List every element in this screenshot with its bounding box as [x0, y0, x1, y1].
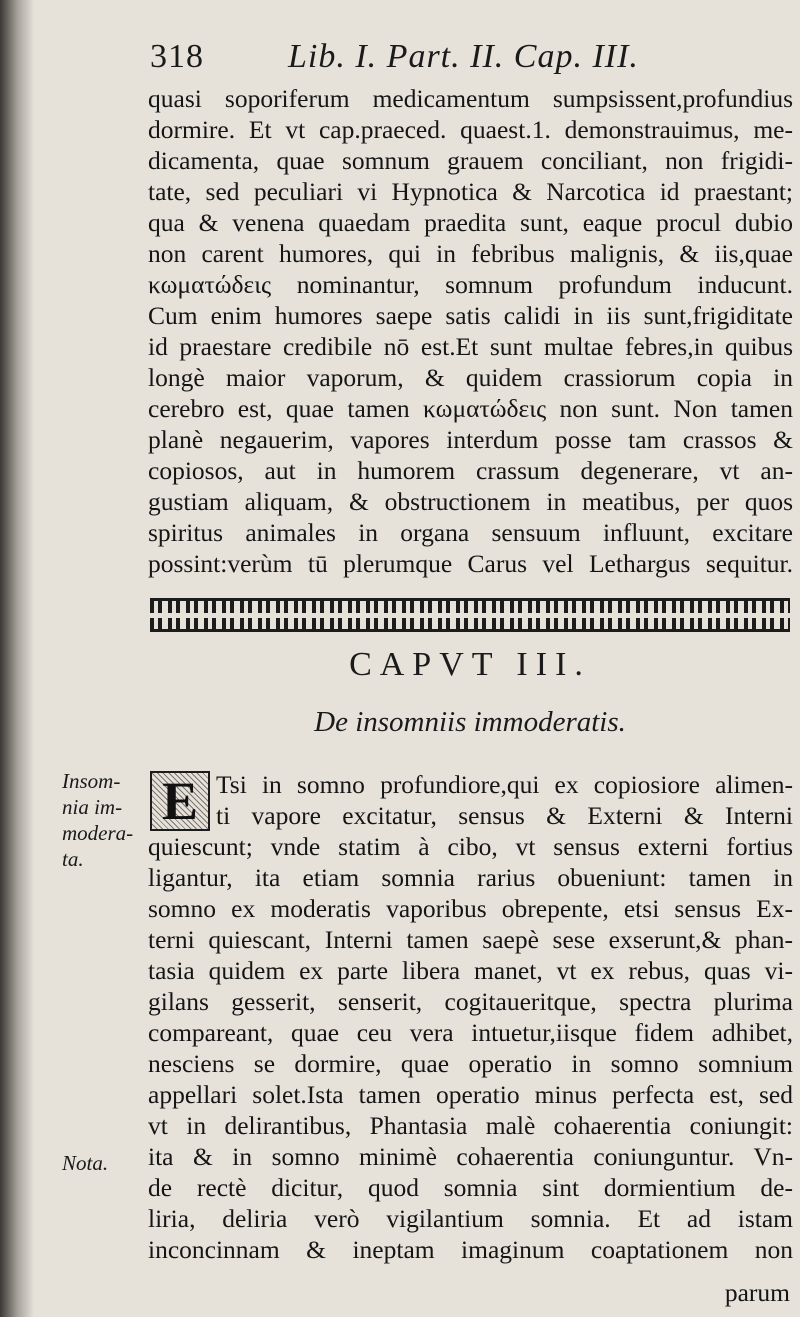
margin-note-nota: Nota.: [62, 1151, 109, 1175]
text-line: dicamenta, quae somnum grauem conciliant, non frigidi-: [148, 146, 793, 175]
text-line: ita & in somno minimè cohaerentia coniunguntur. Vn-: [148, 1142, 793, 1171]
text-line: spiritus animales in organa sensuum influunt, excitare: [148, 518, 793, 547]
text-line: dormire. Et vt cap.praeced. quaest.1. demonstrauimus, me-: [148, 115, 793, 144]
page-gutter-shadow: [0, 0, 34, 1317]
ornamental-band: [150, 598, 790, 632]
text-line: non carent humores, qui in febribus malignis, & iis,quae: [148, 239, 793, 268]
text-line: vt in delirantibus, Phantasia malè cohaerentia coniungit:: [148, 1111, 793, 1140]
text-line: gustiam aliquam, & obstructionem in meatibus, per quos: [148, 487, 793, 516]
page-header: [150, 38, 790, 78]
text-line: quiescunt; vnde statim à cibo, vt sensus externi fortius: [148, 832, 793, 861]
text-line: somno ex moderatis vaporibus obrepente, etsi sensus Ex-: [148, 894, 793, 923]
text-line: gilans gesserit, senserit, cogitaueritque, spectra plurima: [148, 987, 793, 1016]
text-line: possint:verùm tū plerumque Carus vel Lethargus sequitur.: [148, 549, 793, 578]
catchword: parum: [724, 1278, 790, 1307]
text-line: liria, deliria verò vigilantium somnia. Et ad istam: [148, 1204, 793, 1233]
text-line: ti vapore excitatur, sensus & Externi & Interni: [216, 801, 793, 830]
text-line: planè negauerim, vapores interdum posse tam crassos &: [148, 425, 793, 454]
text-line: quasi soporiferum medicamentum sumpsissent,profundius: [148, 84, 793, 113]
chapter-heading: CAPVT III.: [349, 646, 591, 683]
text-line: tasia quidem ex parte libera manet, vt ex rebus, quas vi-: [148, 956, 793, 985]
chapter-subtitle: De insomniis immoderatis.: [314, 706, 626, 738]
text-line: Cum enim humores saepe satis calidi in iis sunt,frigiditate: [148, 301, 793, 330]
text-line: longè maior vaporum, & quidem crassiorum copia in: [148, 363, 793, 392]
margin-note-line: modera-: [62, 821, 134, 845]
page-number: 318: [150, 38, 204, 75]
text-line: κωματώδεις nominantur, somnum profundum inducunt.: [148, 270, 793, 299]
text-line: tate, sed peculiari vi Hypnotica & Narcotica id praestant;: [148, 177, 793, 206]
text-line: nesciens se dormire, quae operatio in somno somnium: [148, 1049, 793, 1078]
margin-note-insomnia: [62, 768, 144, 872]
text-line: appellari solet.Ista tamen operatio minus perfecta est, sed: [148, 1080, 793, 1109]
margin-note-line: Insom-: [62, 769, 121, 793]
text-line: Tsi in somno profundiore,qui ex copiosiore alimen-: [216, 770, 793, 799]
text-line: de rectè dicitur, quod somnia sint dormientium de-: [148, 1173, 793, 1202]
text-line: inconcinnam & ineptam imaginum coaptationem non: [148, 1235, 793, 1264]
text-line: compareant, quae ceu vera intuetur,iisque fidem adhibet,: [148, 1018, 793, 1047]
text-line: copiosos, aut in humorem crassum degenerare, vt an-: [148, 456, 793, 485]
text-line: ligantur, ita etiam somnia rarius obueniunt: tamen in: [148, 863, 793, 892]
running-title: Lib. I. Part. II. Cap. III.: [288, 38, 639, 75]
text-line: qua & venena quaedam praedita sunt, eaque procul dubio: [148, 208, 793, 237]
margin-note-line: ta.: [62, 847, 84, 871]
margin-note-line: nia im-: [62, 795, 123, 819]
text-line: terni quiescant, Interni tamen saepè sese exserunt,& phan-: [148, 925, 793, 954]
drop-capital: E: [150, 771, 210, 831]
text-line: cerebro est, quae tamen κωματώδεις non sunt. Non tamen: [148, 394, 793, 423]
text-line: id praestare credibile nō est.Et sunt multae febres,in quibus: [148, 332, 793, 361]
